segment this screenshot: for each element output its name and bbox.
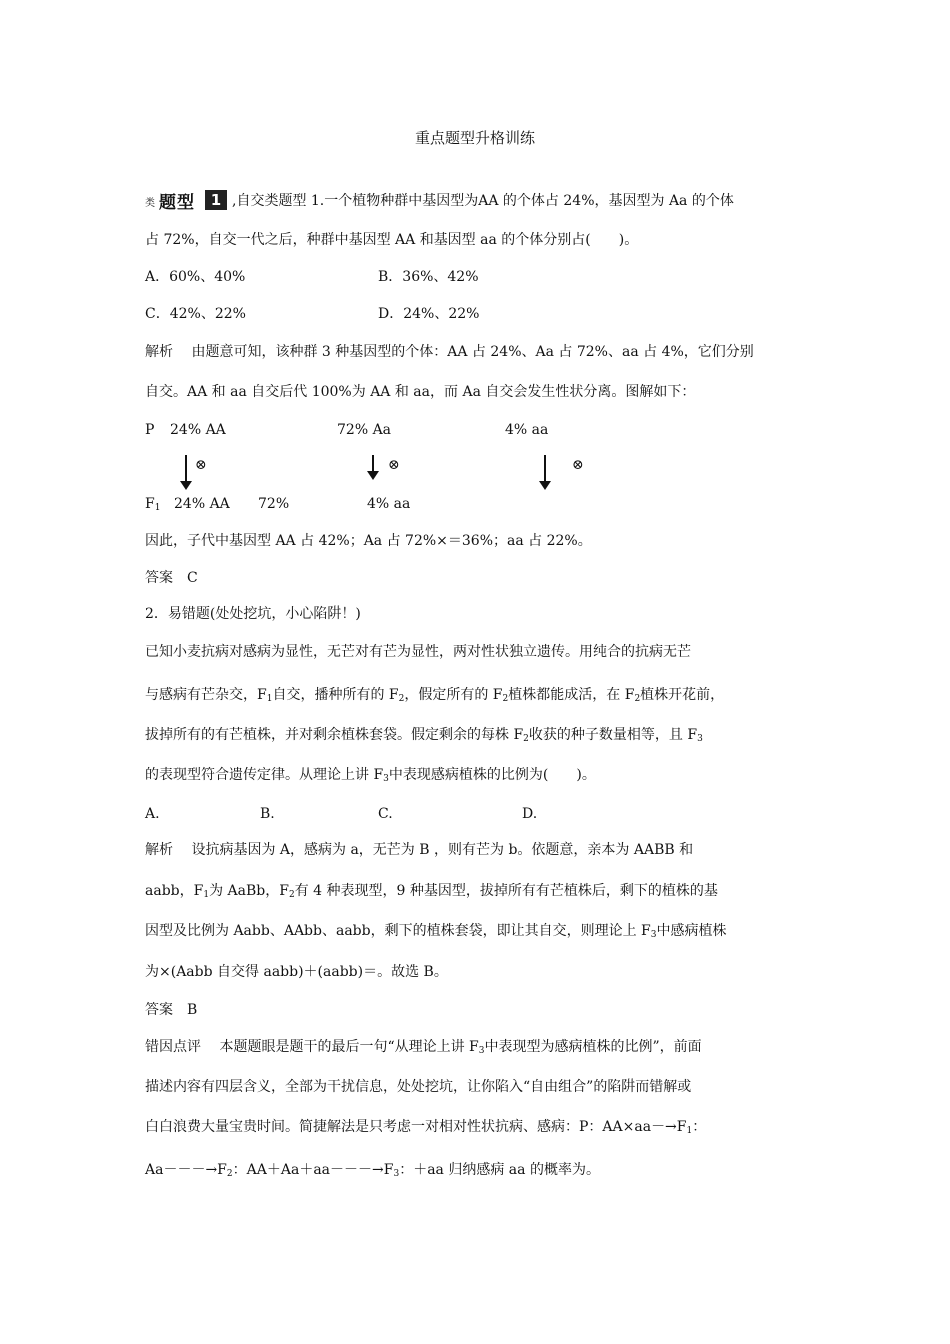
subscript: 1: [203, 890, 210, 900]
q1-analysis-line1: 解析 由题意可知，该种群 3 种基因型的个体：AA 占 24%、Aa 占 72%、aa 占 4%，它们分别: [145, 344, 754, 360]
text-span: 中表现感病植株的比例为( )。: [388, 767, 596, 783]
q2-analysis-line2: [145, 881, 718, 901]
text-span: 有 4 种表现型，9 种基因型，拔掉所有有芒植株后，剩下的植株的基: [294, 883, 718, 899]
q1-option-b: B．36%、42%: [378, 269, 479, 285]
self-cross-symbol: ⊗: [388, 457, 400, 473]
text-span: ：AA＋Aa＋aa－－－→F: [232, 1162, 394, 1178]
q1-answer: 答案 C: [145, 570, 198, 586]
q2-analysis-line3: [145, 921, 727, 941]
self-cross-symbol: ⊗: [572, 457, 584, 473]
q2-stem-line3: [145, 725, 703, 745]
q1-conclusion: 因此，子代中基因型 AA 占 42%；Aa 占 72%×＝36%；aa 占 22%。: [145, 533, 592, 549]
badge-number: 1: [205, 190, 227, 210]
text-span: ，假定所有的 F: [404, 687, 503, 703]
page-title: 重点题型升格训练: [414, 129, 535, 147]
q2-error-line1: [145, 1037, 702, 1057]
q2-option-c: C.: [378, 806, 393, 822]
subscript: 2: [226, 1169, 233, 1179]
subscript: 3: [478, 1046, 485, 1056]
text-span: 收获的种子数量相等，且 F: [528, 727, 698, 743]
q2-analysis-line4: 为×(Aabb 自交得 aabb)＋(aabb)＝。故选 B。: [145, 964, 448, 980]
subscript: 3: [650, 930, 657, 940]
q2-error-line2: 描述内容有四层含义，全部为干扰信息，处处挖坑，让你陷入“自由组合”的陷阱而错解或: [145, 1079, 692, 1095]
q2-stem-line4: [145, 765, 596, 785]
subscript: 3: [697, 734, 703, 744]
q2-analysis-line1: 解析 设抗病基因为 A，感病为 a，无芒为 B ，则有芒为 b。依题意，亲本为 AABB 和: [145, 842, 694, 858]
text-span: aabb，F: [145, 883, 204, 899]
text-span: 的表现型符合遗传定律。从理论上讲 F: [145, 767, 384, 783]
diagram-f1-label: [145, 494, 160, 514]
diagram-f-letter: F: [145, 496, 155, 512]
q2-heading: 2．易错题(处处挖坑，小心陷阱！): [145, 606, 361, 622]
arrow-down-icon: [544, 455, 546, 482]
q2-option-a: A.: [145, 806, 160, 822]
text-span: 白白浪费大量宝贵时间。简捷解法是只考虑一对相对性状抗病、感病：P：AA×aa－→F: [145, 1119, 687, 1135]
text-span: Aa－－－→F: [145, 1162, 227, 1178]
badge-prefix: 类: [145, 198, 155, 209]
text-span: 为 AaBb，F: [209, 883, 289, 899]
diagram-f1-hetero: 72%: [258, 496, 290, 512]
diagram-f-subscript: 1: [154, 503, 161, 513]
diagram-p-label: P: [145, 422, 155, 438]
q1-option-d: D．24%、22%: [378, 306, 480, 322]
diagram-f1-aa: 24% AA: [174, 496, 230, 512]
q2-answer: 答案 B: [145, 1002, 198, 1018]
diagram-p-aa-hetero: 72% Aa: [337, 422, 392, 438]
text-span: 自交，播种所有的 F: [272, 687, 399, 703]
subscript: 2: [502, 694, 509, 704]
q1-stem-line1: ,自交类题型 1.一个植物种群中基因型为AA 的个体占 24%，基因型为 Aa 的个体: [232, 193, 734, 209]
q2-error-line4: [145, 1160, 600, 1180]
arrow-down-icon: [372, 455, 374, 472]
question-type-badge: [145, 188, 231, 212]
text-span: 错因点评 本题题眼是题干的最后一句“从理论上讲 F: [145, 1039, 479, 1055]
q2-option-d: D.: [522, 806, 538, 822]
text-span: 与感病有芒杂交，F: [145, 687, 267, 703]
text-span: 拔掉所有的有芒植株，并对剩余植株套袋。假定剩余的每株 F: [145, 727, 524, 743]
q2-option-b: B.: [260, 806, 275, 822]
subscript: 2: [523, 734, 529, 744]
q1-option-c: C．42%、22%: [145, 306, 246, 322]
subscript: 2: [634, 694, 641, 704]
subscript: 1: [686, 1126, 693, 1136]
subscript: 1: [266, 694, 273, 704]
diagram-f1-recessive: 4% aa: [367, 496, 411, 512]
q1-analysis-line2: 自交。AA 和 aa 自交后代 100%为 AA 和 aa，而 Aa 自交会发生性状分离。图解如下：: [145, 384, 696, 400]
q1-option-a: A．60%、40%: [145, 269, 246, 285]
subscript: 2: [288, 890, 295, 900]
q2-error-line3: [145, 1117, 706, 1137]
badge-label: 题型: [159, 193, 195, 213]
text-span: 植株都能成活，在 F: [508, 687, 635, 703]
text-span: ：: [692, 1119, 707, 1135]
text-span: 植株开花前，: [640, 687, 725, 703]
q1-stem-line2: 占 72%，自交一代之后，种群中基因型 AA 和基因型 aa 的个体分别占( )。: [145, 232, 639, 248]
text-span: 因型及比例为 Aabb、AAbb、aabb，剩下的植株套袋，即让其自交，则理论上 F: [145, 923, 651, 939]
subscript: 3: [393, 1169, 400, 1179]
arrow-down-icon: [185, 455, 187, 482]
text-span: 中表现型为感病植株的比例”，前面: [484, 1039, 702, 1055]
q2-stem-line2: [145, 685, 724, 705]
text-span: ：＋aa 归纳感病 aa 的概率为。: [399, 1162, 600, 1178]
text-span: 中感病植株: [656, 923, 727, 939]
diagram-p-aa: 24% AA: [170, 422, 226, 438]
subscript: 2: [398, 694, 405, 704]
self-cross-symbol: ⊗: [195, 457, 207, 473]
subscript: 3: [383, 774, 389, 784]
q2-stem-line1: 已知小麦抗病对感病为显性，无芒对有芒为显性，两对性状独立遗传。用纯合的抗病无芒: [145, 644, 691, 660]
diagram-p-aa-recessive: 4% aa: [505, 422, 549, 438]
